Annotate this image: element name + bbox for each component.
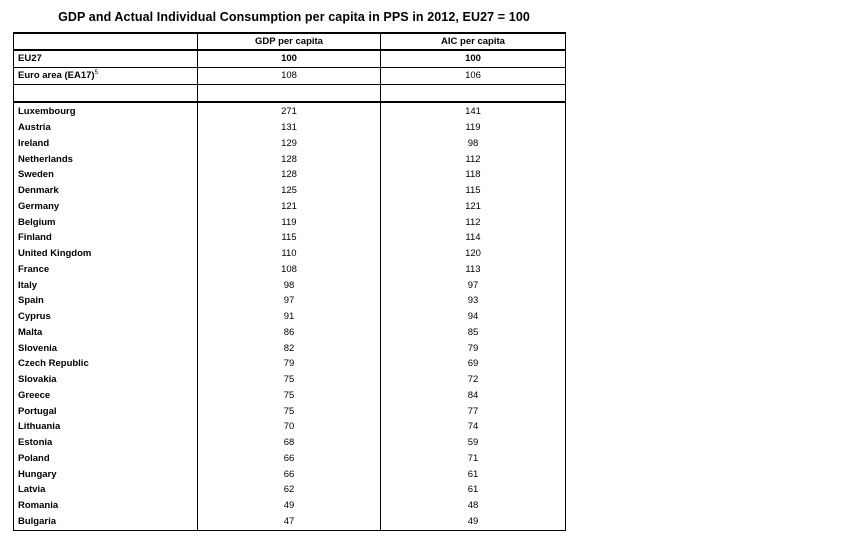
country-name: Czech Republic	[14, 357, 198, 373]
country-name: Finland	[14, 231, 198, 247]
country-name: Slovakia	[14, 372, 198, 388]
country-name: Portugal	[14, 404, 198, 420]
gdp-cell: 115	[198, 231, 381, 247]
aic-cell: 84	[381, 388, 566, 404]
footnote-marker: 5	[94, 69, 98, 76]
table-row	[14, 246, 566, 262]
gdp-cell: 91	[198, 309, 381, 325]
gdp-cell: 271	[198, 102, 381, 121]
country-name: Estonia	[14, 435, 198, 451]
table-row	[14, 514, 566, 530]
gdp-cell: 98	[198, 278, 381, 294]
aggregate-row-euro-area	[14, 67, 566, 84]
gdp-cell: 100	[198, 50, 381, 67]
country-rows	[14, 102, 566, 531]
gdp-cell: 128	[198, 152, 381, 168]
table-row	[14, 325, 566, 341]
table-row	[14, 152, 566, 168]
aic-cell: 115	[381, 183, 566, 199]
gdp-cell: 121	[198, 199, 381, 215]
table-title: GDP and Actual Individual Consumption per capita in PPS in 2012, EU27 = 100	[58, 10, 530, 24]
aic-cell: 113	[381, 262, 566, 278]
table-row	[14, 498, 566, 514]
table-row	[14, 357, 566, 373]
gdp-cell: 62	[198, 483, 381, 499]
aic-cell: 97	[381, 278, 566, 294]
aic-cell: 120	[381, 246, 566, 262]
aic-cell: 71	[381, 451, 566, 467]
table-row	[14, 388, 566, 404]
country-name: Netherlands	[14, 152, 198, 168]
country-name: Germany	[14, 199, 198, 215]
gdp-cell: 49	[198, 498, 381, 514]
table-row	[14, 309, 566, 325]
gdp-cell: 128	[198, 168, 381, 184]
row-label	[14, 67, 198, 84]
table-row	[14, 215, 566, 231]
country-name: Latvia	[14, 483, 198, 499]
aic-cell: 141	[381, 102, 566, 121]
gdp-cell: 86	[198, 325, 381, 341]
gdp-cell: 110	[198, 246, 381, 262]
aic-cell: 100	[381, 50, 566, 67]
table-row	[14, 102, 566, 121]
aic-cell: 119	[381, 120, 566, 136]
aggregate-row-eu27	[14, 50, 566, 67]
table-row	[14, 199, 566, 215]
aic-cell: 85	[381, 325, 566, 341]
spacer-row	[14, 84, 566, 102]
aic-cell: 74	[381, 420, 566, 436]
country-name: Italy	[14, 278, 198, 294]
row-label-text: EU27	[18, 52, 42, 64]
table-row	[14, 483, 566, 499]
country-name: Ireland	[14, 136, 198, 152]
gdp-cell: 47	[198, 514, 381, 530]
table-row	[14, 372, 566, 388]
aic-cell: 121	[381, 199, 566, 215]
table-row	[14, 120, 566, 136]
gdp-cell: 131	[198, 120, 381, 136]
aic-cell: 49	[381, 514, 566, 530]
aic-cell: 59	[381, 435, 566, 451]
gdp-cell: 75	[198, 388, 381, 404]
table-row	[14, 231, 566, 247]
table-row	[14, 451, 566, 467]
table-row	[14, 341, 566, 357]
column-header-aic: AIC per capita	[381, 33, 566, 50]
country-name: Belgium	[14, 215, 198, 231]
country-name: United Kingdom	[14, 246, 198, 262]
country-name: Austria	[14, 120, 198, 136]
aic-cell: 94	[381, 309, 566, 325]
country-name: Denmark	[14, 183, 198, 199]
aic-cell: 118	[381, 168, 566, 184]
row-label	[14, 50, 198, 67]
gdp-cell: 82	[198, 341, 381, 357]
gdp-cell: 79	[198, 357, 381, 373]
country-name: Romania	[14, 498, 198, 514]
aic-cell: 69	[381, 357, 566, 373]
country-name: Bulgaria	[14, 514, 198, 530]
gdp-aic-table	[13, 32, 566, 531]
aic-cell: 98	[381, 136, 566, 152]
table-row	[14, 262, 566, 278]
table-row	[14, 404, 566, 420]
aic-cell: 93	[381, 294, 566, 310]
gdp-cell: 68	[198, 435, 381, 451]
gdp-cell: 129	[198, 136, 381, 152]
country-name: Lithuania	[14, 420, 198, 436]
country-name: Slovenia	[14, 341, 198, 357]
country-name: Spain	[14, 294, 198, 310]
aic-cell: 79	[381, 341, 566, 357]
country-name: France	[14, 262, 198, 278]
aic-cell: 48	[381, 498, 566, 514]
table-row	[14, 136, 566, 152]
aic-cell: 61	[381, 483, 566, 499]
gdp-cell: 108	[198, 67, 381, 84]
aic-cell: 106	[381, 67, 566, 84]
gdp-cell: 66	[198, 467, 381, 483]
gdp-cell: 125	[198, 183, 381, 199]
table-row	[14, 435, 566, 451]
table-row	[14, 294, 566, 310]
gdp-cell: 97	[198, 294, 381, 310]
gdp-cell: 75	[198, 372, 381, 388]
aic-cell: 114	[381, 231, 566, 247]
table-row	[14, 278, 566, 294]
aic-cell: 61	[381, 467, 566, 483]
country-name: Sweden	[14, 168, 198, 184]
gdp-cell: 119	[198, 215, 381, 231]
country-name: Greece	[14, 388, 198, 404]
country-name: Hungary	[14, 467, 198, 483]
country-name: Poland	[14, 451, 198, 467]
column-header-country	[14, 33, 198, 50]
country-name: Luxembourg	[14, 102, 198, 121]
gdp-cell: 66	[198, 451, 381, 467]
aic-cell: 72	[381, 372, 566, 388]
gdp-cell: 70	[198, 420, 381, 436]
aic-cell: 77	[381, 404, 566, 420]
gdp-cell: 108	[198, 262, 381, 278]
column-header-gdp: GDP per capita	[198, 33, 381, 50]
row-label-text: Euro area (EA17)	[18, 69, 95, 81]
aic-cell: 112	[381, 152, 566, 168]
country-name: Malta	[14, 325, 198, 341]
country-name: Cyprus	[14, 309, 198, 325]
table-row	[14, 467, 566, 483]
table-row	[14, 420, 566, 436]
header-row	[14, 33, 566, 50]
table-row	[14, 183, 566, 199]
gdp-cell: 75	[198, 404, 381, 420]
table-row	[14, 168, 566, 184]
aic-cell: 112	[381, 215, 566, 231]
